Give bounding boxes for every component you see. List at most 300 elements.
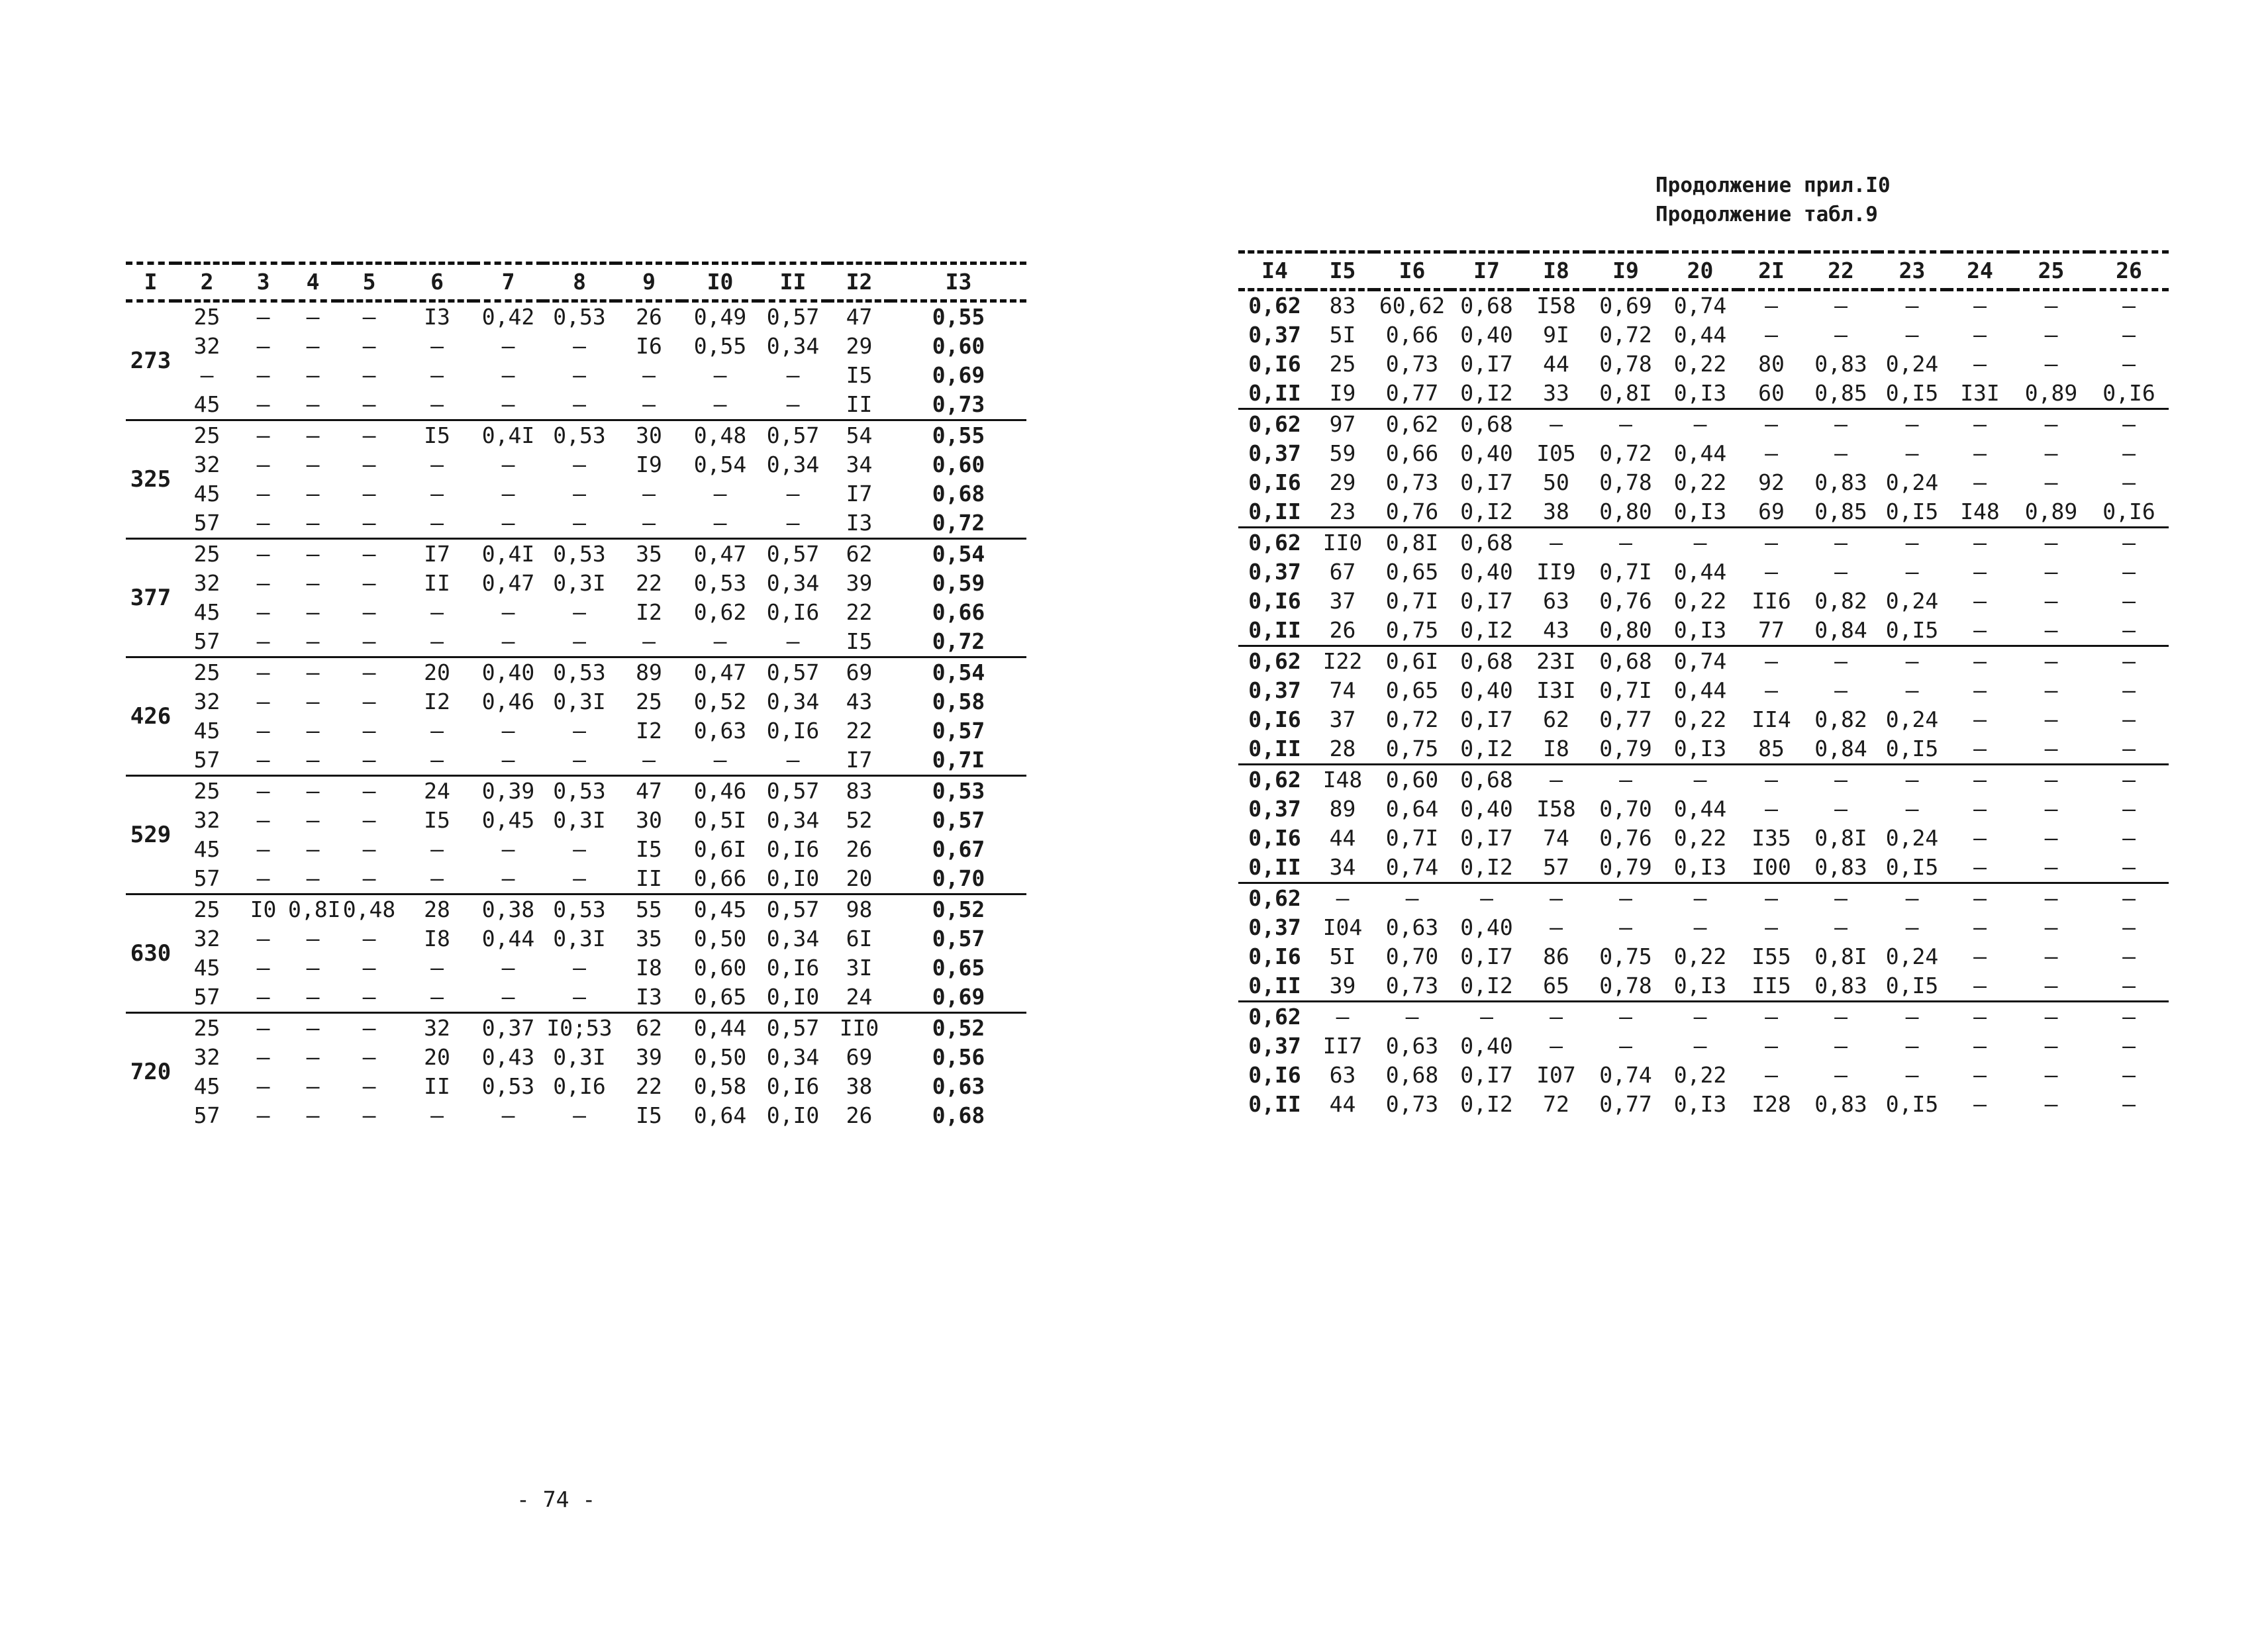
table-cell: 0,I0: [766, 865, 820, 891]
table-row: [1238, 795, 2169, 824]
table-cell: —: [256, 1044, 270, 1070]
table-cell: 0,80: [1599, 617, 1652, 643]
table-cell: —: [2089, 883, 2169, 914]
table-cell: 0,62: [1238, 765, 1311, 795]
table-cell: —: [2044, 469, 2058, 495]
table-cell: I00: [1751, 854, 1791, 880]
table-row: [1238, 468, 2169, 497]
table-cell: —: [1973, 677, 1987, 703]
table-cell: 80: [1758, 351, 1785, 377]
table-cell: —: [1905, 293, 1919, 318]
table-cell: —: [573, 362, 586, 388]
table-cell: —: [1973, 322, 1987, 348]
table-cell: 0,73: [1385, 973, 1439, 998]
table-cell: —: [1523, 1002, 1589, 1032]
table-cell: 0,62: [1238, 409, 1311, 440]
table-cell: 0,8I: [1814, 943, 1867, 969]
table-cell: —: [2044, 1033, 2058, 1059]
table-cell: —: [1834, 914, 1848, 940]
table-cell: —: [501, 836, 515, 862]
table-cell: 37: [1329, 588, 1356, 614]
table-cell: 0,57: [932, 926, 985, 951]
table-cell: 0,I3: [1673, 617, 1727, 643]
table-cell: 0,I3: [1673, 854, 1727, 880]
table-cell: —: [2044, 854, 2058, 880]
table-cell: —: [501, 481, 515, 507]
table-cell: —: [306, 1044, 320, 1070]
table-row: [126, 1072, 1026, 1101]
table-cell: —: [2044, 617, 2058, 643]
table-cell: —: [2089, 528, 2169, 558]
table-cell: —: [430, 865, 444, 891]
table-cell: I22: [1311, 646, 1374, 677]
table-cell: —: [786, 510, 800, 536]
table-cell: 0,78: [1599, 469, 1652, 495]
table-cell: 83: [1329, 293, 1356, 318]
table-cell: —: [713, 747, 727, 773]
page-number: - 74 -: [517, 1486, 596, 1512]
column-header: 2: [175, 264, 238, 301]
table-cell: —: [1662, 528, 1738, 558]
table-cell: —: [1523, 883, 1589, 914]
table-cell: I5: [401, 420, 473, 451]
table-cell: 0,II: [1248, 973, 1301, 998]
table-cell: 0,I5: [1885, 854, 1939, 880]
table-cell: —: [2044, 943, 2058, 969]
table-cell: 0,I3: [1673, 736, 1727, 761]
table-cell: —: [642, 481, 656, 507]
table-cell: 25: [175, 776, 238, 806]
table-cell: 45: [193, 481, 221, 507]
table-cell: —: [1523, 765, 1589, 795]
table-cell: 0,68: [1450, 409, 1523, 440]
table-cell: 0,65: [1385, 559, 1439, 585]
table-cell: —: [501, 984, 515, 1010]
table-cell: —: [1804, 883, 1877, 914]
table-cell: —: [306, 865, 320, 891]
table-cell: 0,44: [1673, 322, 1727, 348]
table-cell: 89: [1329, 796, 1356, 822]
table-row: [1238, 646, 2169, 677]
table-cell: —: [2044, 559, 2058, 585]
table-row: [1238, 409, 2169, 440]
table-cell: —: [1947, 409, 2013, 440]
table-cell: —: [642, 362, 656, 388]
table-cell: 57: [193, 510, 221, 536]
table-cell: —: [786, 391, 800, 417]
table-cell: —: [200, 362, 214, 388]
table-cell: 0,22: [1673, 588, 1727, 614]
table-cell: 62: [828, 539, 891, 569]
caption-continuation-table: Продолжение табл.9: [1655, 203, 1878, 226]
table-cell: I7: [846, 481, 873, 507]
table-cell: —: [2089, 765, 2169, 795]
table-cell: 0,50: [693, 1044, 747, 1070]
table-row: [126, 894, 1026, 925]
table-cell: —: [362, 481, 376, 507]
table-cell: 0,6I: [1374, 646, 1450, 677]
table-cell: —: [430, 333, 444, 359]
table-cell: 0,45: [682, 894, 758, 925]
table-cell: —: [362, 452, 376, 477]
table-cell: 23I: [1523, 646, 1589, 677]
table-cell: 77: [1758, 617, 1785, 643]
table-row: [126, 1101, 1026, 1130]
table-cell: —: [430, 747, 444, 773]
table-cell: —: [1589, 765, 1662, 795]
table-cell: —: [338, 1013, 401, 1043]
table-cell: —: [362, 747, 376, 773]
table-cell: 0,42: [481, 304, 535, 330]
table-cell: 0,53: [543, 776, 616, 806]
table-cell: 0,22: [1673, 706, 1727, 732]
table-cell: —: [1947, 528, 2013, 558]
table-cell: —: [501, 747, 515, 773]
table-cell: —: [306, 570, 320, 596]
table-cell: 0,60: [1374, 765, 1450, 795]
table-cell: 0,58: [693, 1073, 747, 1099]
table-cell: 63: [1329, 1062, 1356, 1088]
table-cell: 0,I3: [1673, 380, 1727, 406]
table-cell: 0,57: [758, 894, 828, 925]
table-cell: —: [642, 628, 656, 654]
table-cell: 0,37: [1248, 796, 1301, 822]
table-cell: —: [2044, 293, 2058, 318]
table-cell: 0,62: [1248, 293, 1301, 318]
table-cell: 34: [846, 452, 873, 477]
table-cell: 38: [1543, 499, 1569, 524]
table-cell: 0,83: [1814, 469, 1867, 495]
table-cell: I6: [636, 333, 662, 359]
table-cell: —: [338, 539, 401, 569]
table-cell: 30: [636, 807, 662, 833]
table-cell: 69: [828, 657, 891, 688]
table-cell: 57: [193, 628, 221, 654]
table-cell: —: [1947, 765, 2013, 795]
column-header: I7: [1450, 252, 1523, 290]
table-row: [126, 1013, 1026, 1043]
table-cell: —: [1589, 528, 1662, 558]
table-cell: —: [2013, 883, 2089, 914]
table-cell: I35: [1751, 825, 1791, 851]
table-cell: —: [1738, 883, 1804, 914]
table-cell: 0,40: [1460, 914, 1513, 940]
table-cell: I28: [1751, 1091, 1791, 1117]
table-cell: —: [1311, 1002, 1374, 1032]
table-cell: 0,78: [1599, 973, 1652, 998]
table-cell: —: [573, 747, 586, 773]
table-cell: —: [2044, 440, 2058, 466]
table-cell: 62: [616, 1013, 682, 1043]
table-cell: I2: [636, 599, 662, 625]
table-cell: —: [1973, 559, 1987, 585]
table-cell: 0,54: [891, 539, 1026, 569]
table-cell: 0,I6: [1248, 706, 1301, 732]
table-cell: 0,7I: [1385, 588, 1439, 614]
table-cell: 24: [846, 984, 873, 1010]
table-cell: II: [636, 865, 662, 891]
table-cell: 0,85: [1814, 380, 1867, 406]
table-cell: 34: [1329, 854, 1356, 880]
table-cell: —: [1738, 1002, 1804, 1032]
table-cell: 0,53: [553, 304, 606, 330]
table-cell: 60: [1758, 380, 1785, 406]
table-cell: —: [1973, 469, 1987, 495]
table-cell: —: [1973, 973, 1987, 998]
table-row: [126, 598, 1026, 627]
table-cell: II4: [1751, 706, 1791, 732]
table-cell: 22: [636, 1073, 662, 1099]
table-cell: 0,I6: [766, 718, 820, 744]
table-cell: 0,I5: [1885, 736, 1939, 761]
table-cell: —: [1877, 765, 1947, 795]
table-cell: 0,46: [481, 689, 535, 714]
table-cell: 57: [193, 1102, 221, 1128]
table-cell: —: [1834, 796, 1848, 822]
table-cell: —: [1589, 409, 1662, 440]
table-cell: —: [362, 984, 376, 1010]
table-cell: —: [1973, 706, 1987, 732]
table-cell: —: [1905, 559, 1919, 585]
table-cell: —: [288, 1013, 338, 1043]
table-cell: —: [306, 304, 320, 330]
table-cell: 25: [636, 689, 662, 714]
table-cell: 0,53: [543, 420, 616, 451]
table-cell: —: [362, 510, 376, 536]
table-row: [1238, 765, 2169, 795]
table-cell: 32: [193, 926, 221, 951]
table-cell: 0,74: [1385, 854, 1439, 880]
table-cell: —: [1877, 1002, 1947, 1032]
table-cell: 0,I6: [1248, 588, 1301, 614]
table-cell: —: [2089, 646, 2169, 677]
table-cell: —: [362, 304, 376, 330]
table-cell: 20: [846, 865, 873, 891]
table-cell: —: [573, 452, 586, 477]
table-cell: 0,44: [1673, 440, 1727, 466]
table-cell: 0,38: [473, 894, 543, 925]
table-cell: 0,49: [693, 304, 747, 330]
table-cell: —: [573, 391, 586, 417]
table-cell: 32: [401, 1013, 473, 1043]
table-cell: —: [338, 776, 401, 806]
table-cell: —: [362, 718, 376, 744]
column-header: 7: [473, 264, 543, 301]
table-cell: 0,3I: [553, 570, 606, 596]
table-cell: 0,I6: [1248, 1062, 1301, 1088]
table-cell: —: [2122, 469, 2136, 495]
table-cell: 0,3I: [553, 807, 606, 833]
table-cell: —: [256, 984, 270, 1010]
table-cell: —: [1834, 322, 1848, 348]
table-cell: —: [362, 1073, 376, 1099]
diameter-cell: 529: [126, 776, 175, 894]
table-cell: I05: [1536, 440, 1576, 466]
column-header: I2: [828, 264, 891, 301]
table-row: [1238, 497, 2169, 528]
table-cell: —: [338, 420, 401, 451]
table-cell: 0,8I: [288, 894, 338, 925]
table-cell: 0,I5: [1885, 617, 1939, 643]
table-cell: —: [2013, 409, 2089, 440]
table-cell: —: [713, 362, 727, 388]
table-cell: 5I: [1329, 943, 1356, 969]
table-cell: 0,57: [932, 807, 985, 833]
table-cell: —: [1765, 677, 1778, 703]
table-cell: 0,64: [1385, 796, 1439, 822]
table-cell: 0,7I: [1599, 559, 1652, 585]
column-header: I0: [682, 264, 758, 301]
table-cell: —: [573, 718, 586, 744]
table-cell: 0,I0: [766, 984, 820, 1010]
table-cell: —: [430, 510, 444, 536]
table-cell: 0,57: [766, 304, 820, 330]
table-cell: —: [1804, 765, 1877, 795]
table-cell: 0,40: [1460, 322, 1513, 348]
table-cell: 63: [1543, 588, 1569, 614]
table-cell: 69: [1758, 499, 1785, 524]
table-cell: —: [2013, 765, 2089, 795]
table-cell: —: [573, 481, 586, 507]
column-header: 9: [616, 264, 682, 301]
table-cell: —: [2044, 351, 2058, 377]
table-cell: —: [256, 1073, 270, 1099]
table-cell: 0,44: [1673, 559, 1727, 585]
table-cell: 0,68: [1589, 646, 1662, 677]
table-cell: 0,59: [932, 570, 985, 596]
table-cell: 32: [193, 1044, 221, 1070]
table-cell: —: [1947, 1002, 2013, 1032]
table-cell: 0,3I: [553, 689, 606, 714]
table-cell: 0,73: [1385, 351, 1439, 377]
table-cell: 0,65: [932, 955, 985, 981]
table-cell: —: [1973, 617, 1987, 643]
table-cell: II: [846, 391, 873, 417]
table-cell: —: [2122, 440, 2136, 466]
table-cell: —: [430, 452, 444, 477]
table-row: [1238, 1032, 2169, 1061]
diameter-cell: 630: [126, 894, 175, 1013]
table-cell: —: [501, 391, 515, 417]
table-row: [1238, 350, 2169, 379]
table-cell: 25: [175, 539, 238, 569]
table-cell: —: [1834, 440, 1848, 466]
table-cell: I8: [1543, 736, 1569, 761]
table-cell: 0,II: [1248, 380, 1301, 406]
table-cell: 0,44: [682, 1013, 758, 1043]
table-cell: —: [713, 628, 727, 654]
table-cell: —: [1905, 322, 1919, 348]
table-cell: I5: [846, 628, 873, 654]
table-cell: —: [501, 333, 515, 359]
table-cell: 0,83: [1814, 854, 1867, 880]
diameter-cell: 426: [126, 657, 175, 776]
table-cell: —: [306, 984, 320, 1010]
table-cell: 32: [193, 689, 221, 714]
table-cell: 35: [636, 926, 662, 951]
table-cell: 0,24: [1885, 943, 1939, 969]
table-cell: —: [306, 452, 320, 477]
table-cell: I5: [846, 362, 873, 388]
table-cell: 0,83: [1814, 351, 1867, 377]
table-cell: —: [306, 718, 320, 744]
table-cell: —: [256, 865, 270, 891]
table-cell: 0,34: [766, 689, 820, 714]
table-cell: 0,57: [758, 420, 828, 451]
column-header: 3: [238, 264, 288, 301]
table-cell: —: [1905, 796, 1919, 822]
table-cell: 0,70: [932, 865, 985, 891]
table-cell: —: [238, 776, 288, 806]
table-row: [126, 539, 1026, 569]
table-cell: —: [1877, 528, 1947, 558]
table-cell: I8: [424, 926, 450, 951]
table-cell: 0,60: [932, 333, 985, 359]
table-cell: 0,56: [932, 1044, 985, 1070]
table-row: [126, 479, 1026, 508]
table-cell: 25: [175, 894, 238, 925]
table-cell: —: [430, 984, 444, 1010]
table-cell: 0,39: [473, 776, 543, 806]
table-cell: I04: [1322, 914, 1363, 940]
table-row: [126, 1043, 1026, 1072]
table-cell: 0,72: [1385, 706, 1439, 732]
table-cell: 0,89: [2024, 499, 2078, 524]
table-cell: —: [1877, 409, 1947, 440]
table-cell: 83: [828, 776, 891, 806]
table-cell: —: [2044, 973, 2058, 998]
table-cell: —: [256, 1102, 270, 1128]
table-cell: 0,7I: [1599, 677, 1652, 703]
table-cell: 45: [193, 955, 221, 981]
table-cell: 37: [1329, 706, 1356, 732]
table-cell: —: [306, 926, 320, 951]
column-header: I3: [891, 264, 1026, 301]
table-cell: 0,I6: [766, 955, 820, 981]
table-cell: I3: [846, 510, 873, 536]
table-cell: —: [2044, 588, 2058, 614]
column-header: 6: [401, 264, 473, 301]
table-cell: 45: [193, 836, 221, 862]
table-cell: —: [501, 510, 515, 536]
table-cell: —: [256, 599, 270, 625]
table-row: [126, 301, 1026, 332]
table-cell: —: [2122, 293, 2136, 318]
table-cell: 0,77: [1385, 380, 1439, 406]
table-cell: 55: [616, 894, 682, 925]
table-cell: 0,53: [693, 570, 747, 596]
table-cell: 0,I2: [1460, 1091, 1513, 1117]
table-cell: —: [2122, 1062, 2136, 1088]
table-cell: 0,22: [1673, 469, 1727, 495]
table-cell: —: [338, 657, 401, 688]
table-cell: —: [573, 333, 586, 359]
table-cell: —: [1973, 588, 1987, 614]
table-cell: —: [306, 1102, 320, 1128]
table-row: [1238, 971, 2169, 1002]
table-cell: II: [424, 1073, 450, 1099]
table-cell: —: [1834, 677, 1848, 703]
table-cell: —: [1589, 883, 1662, 914]
table-cell: —: [573, 836, 586, 862]
table-cell: 74: [1329, 677, 1356, 703]
table-cell: —: [1804, 528, 1877, 558]
table-cell: 0,75: [1599, 943, 1652, 969]
column-header: 24: [1947, 252, 2013, 290]
table-cell: II: [424, 570, 450, 596]
table-cell: 0,4I: [473, 420, 543, 451]
table-cell: 6I: [846, 926, 873, 951]
